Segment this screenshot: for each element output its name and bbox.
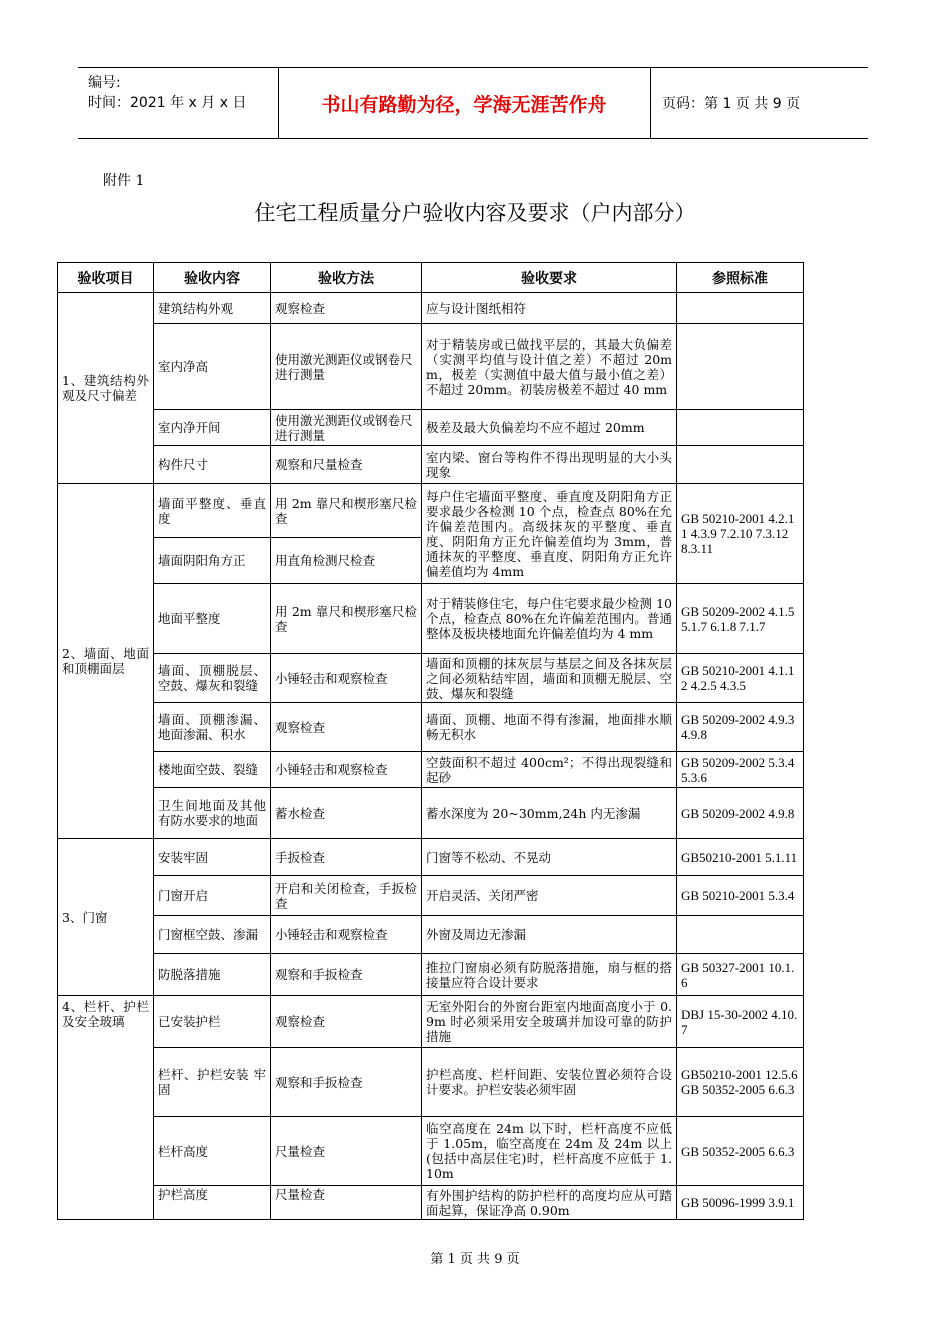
table-row [58, 584, 804, 654]
group-item-cell: 4、栏杆、护栏及安全玻璃 [58, 996, 154, 1220]
table-row [58, 410, 804, 446]
requirement-cell: 对于精装房或已做找平层的，其最大负偏差（实测平均值与设计值之差）不超过 20mm，极差（实测值中最大值与最小值之差）不超过 20mm。初装房极差不超过 40 mm [422, 324, 677, 410]
table-header-row [58, 263, 804, 293]
header-meta [78, 68, 279, 138]
standard-cell: GB 50096-1999 3.9.1 [677, 1186, 804, 1220]
method-cell: 用直角检测尺检查 [271, 538, 422, 584]
group-item-cell: 2、墙面、地面和顶棚面层 [58, 484, 154, 839]
method-cell: 小锤轻击和观察检查 [271, 654, 422, 703]
header-page-number: 页码：第 1 页 共 9 页 [662, 96, 801, 112]
standard-cell: GB50210-2001 12.5.6 GB 50352-2005 6.6.3 [677, 1048, 804, 1117]
content-cell: 栏杆高度 [154, 1117, 271, 1186]
header-cell-content: 验收内容 [154, 263, 271, 293]
content-cell: 楼地面空鼓、裂缝 [154, 752, 271, 788]
standard-cell: DBJ 15-30-2002 4.10.7 [677, 996, 804, 1048]
standard-cell: GB 50352-2005 6.6.3 [677, 1117, 804, 1186]
table-row [58, 839, 804, 876]
requirement-cell: 墙面和顶棚的抹灰层与基层之间及各抹灰层之间必须粘结牢固，墙面和顶棚无脱层、空鼓、爆灰和裂缝 [422, 654, 677, 703]
method-cell: 观察和手扳检查 [271, 954, 422, 996]
table-row [58, 654, 804, 703]
requirement-cell: 极差及最大负偏差均不应不超过 20mm [422, 410, 677, 446]
standard-cell: GB 50209-2002 4.1.5 5.1.7 6.1.8 7.1.7 [677, 584, 804, 654]
group-item-cell: 1、建筑结构外观及尺寸偏差 [58, 293, 154, 484]
header-cell-requirement: 验收要求 [422, 263, 677, 293]
content-cell: 地面平整度 [154, 584, 271, 654]
requirement-cell: 有外围护结构的防护栏杆的高度均应从可踏面起算，保证净高 0.90m [422, 1186, 677, 1220]
table-row [58, 876, 804, 916]
acceptance-table-wrapper [57, 262, 804, 1220]
method-cell: 使用激光测距仪或钢卷尺进行测量 [271, 410, 422, 446]
requirement-cell: 每户住宅墙面平整度、垂直度及阴阳角方正要求最少各检测 10 个点，检查点 80%在允许偏差范围内。高级抹灰的平整度、垂直度、阴阳角方正允许偏差值均为 3mm，普通抹灰的平整度、垂直度、阴阳角方正允许偏差值均为 4mm [422, 484, 677, 584]
doc-time-label: 时间：2021 年 x 月 x 日 [88, 95, 247, 111]
requirement-cell: 对于精装修住宅，每户住宅要求最少检测 10 个点，检查点 80%在允许偏差范围内。普通整体及板块楼地面允许偏差值均为 4 mm [422, 584, 677, 654]
content-cell: 建筑结构外观 [154, 293, 271, 324]
content-cell: 防脱落措施 [154, 954, 271, 996]
content-cell: 室内净高 [154, 324, 271, 410]
method-cell: 蓄水检查 [271, 788, 422, 839]
content-cell: 门窗框空鼓、渗漏 [154, 916, 271, 954]
standard-cell: GB 50210-2001 4.1.12 4.2.5 4.3.5 [677, 654, 804, 703]
method-cell: 尺量检查 [271, 1186, 422, 1220]
table-row [58, 1117, 804, 1186]
requirement-cell: 外窗及周边无渗漏 [422, 916, 677, 954]
requirement-cell: 开启灵活、关闭严密 [422, 876, 677, 916]
content-cell: 构件尺寸 [154, 446, 271, 484]
table-row [58, 752, 804, 788]
acceptance-table [57, 262, 804, 1220]
standard-cell [677, 324, 804, 410]
requirement-cell: 墙面、顶棚、地面不得有渗漏，地面排水顺畅无积水 [422, 703, 677, 752]
method-cell: 观察和手扳检查 [271, 1048, 422, 1117]
table-row [58, 788, 804, 839]
content-cell: 栏杆、护栏安装 牢固 [154, 1048, 271, 1117]
table-row [58, 703, 804, 752]
group-item-cell: 3、门窗 [58, 839, 154, 996]
requirement-cell: 护栏高度、栏杆间距、安装位置必须符合设计要求。护栏安装必须牢固 [422, 1048, 677, 1117]
content-cell: 墙面、顶棚脱层、空鼓、爆灰和裂缝 [154, 654, 271, 703]
header-cell-item: 验收项目 [58, 263, 154, 293]
method-cell: 使用激光测距仪或钢卷尺进行测量 [271, 324, 422, 410]
content-cell: 已安装护栏 [154, 996, 271, 1048]
requirement-cell: 蓄水深度为 20~30mm,24h 内无渗漏 [422, 788, 677, 839]
table-row [58, 1048, 804, 1117]
document-title: 住宅工程质量分户验收内容及要求（户内部分） [254, 201, 696, 225]
content-cell: 墙面、顶棚渗漏、地面渗漏、积水 [154, 703, 271, 752]
page-footer: 第 1 页 共 9 页 [430, 1252, 520, 1267]
standard-cell: GB50210-2001 5.1.11 [677, 839, 804, 876]
page-header [78, 67, 868, 139]
standard-cell: GB 50327-2001 10.1.6 [677, 954, 804, 996]
requirement-cell: 推拉门窗扇必须有防脱落措施，扇与框的搭接量应符合设计要求 [422, 954, 677, 996]
table-row [58, 996, 804, 1048]
table-row [58, 954, 804, 996]
requirement-cell: 室内梁、窗台等构件不得出现明显的大小头现象 [422, 446, 677, 484]
standard-cell [677, 446, 804, 484]
method-cell: 用 2m 靠尺和楔形塞尺检查 [271, 584, 422, 654]
requirement-cell: 空鼓面积不超过 400cm²；不得出现裂缝和起砂 [422, 752, 677, 788]
table-row [58, 1186, 804, 1220]
content-cell: 墙面阴阳角方正 [154, 538, 271, 584]
requirement-cell: 应与设计图纸相符 [422, 293, 677, 324]
table-row [58, 293, 804, 324]
doc-code-label: 编号: [88, 75, 121, 91]
standard-cell: GB 50209-2002 4.9.8 [677, 788, 804, 839]
method-cell: 小锤轻击和观察检查 [271, 916, 422, 954]
content-cell: 护栏高度 [154, 1186, 271, 1220]
table-row [58, 916, 804, 954]
method-cell: 手扳检查 [271, 839, 422, 876]
content-cell: 门窗开启 [154, 876, 271, 916]
method-cell: 观察检查 [271, 996, 422, 1048]
standard-cell [677, 293, 804, 324]
method-cell: 用 2m 靠尺和楔形塞尺检查 [271, 484, 422, 538]
method-cell: 观察检查 [271, 703, 422, 752]
attachment-label: 附件 1 [103, 173, 145, 189]
content-cell: 安装牢固 [154, 839, 271, 876]
standard-cell: GB 50209-2002 4.9.3 4.9.8 [677, 703, 804, 752]
header-motto: 书山有路勤为径，学海无涯苦作舟 [278, 68, 651, 138]
method-cell: 观察和尺量检查 [271, 446, 422, 484]
method-cell: 观察检查 [271, 293, 422, 324]
method-cell: 小锤轻击和观察检查 [271, 752, 422, 788]
header-cell-method: 验收方法 [271, 263, 422, 293]
method-cell: 开启和关闭检查，手扳检查 [271, 876, 422, 916]
header-cell-standard: 参照标准 [677, 263, 804, 293]
standard-cell [677, 410, 804, 446]
table-row [58, 324, 804, 410]
table-row [58, 484, 804, 538]
content-cell: 室内净开间 [154, 410, 271, 446]
method-cell: 尺量检查 [271, 1117, 422, 1186]
content-cell: 墙面平整度、垂直度 [154, 484, 271, 538]
standard-cell [677, 916, 804, 954]
table-row [58, 446, 804, 484]
content-cell: 卫生间地面及其他有防水要求的地面 [154, 788, 271, 839]
requirement-cell: 门窗等不松动、不晃动 [422, 839, 677, 876]
standard-cell: GB 50209-2002 5.3.4 5.3.6 [677, 752, 804, 788]
requirement-cell: 临空高度在 24m 以下时，栏杆高度不应低于 1.05m，临空高度在 24m 及 24m 以上(包括中高层住宅)时，栏杆高度不应低于 1.10m [422, 1117, 677, 1186]
standard-cell: GB 50210-2001 4.2.11 4.3.9 7.2.10 7.3.12 8.3.11 [677, 484, 804, 584]
standard-cell: GB 50210-2001 5.3.4 [677, 876, 804, 916]
requirement-cell: 无室外阳台的外窗台距室内地面高度小于 0.9m 时必须采用安全玻璃并加设可靠的防护措施 [422, 996, 677, 1048]
